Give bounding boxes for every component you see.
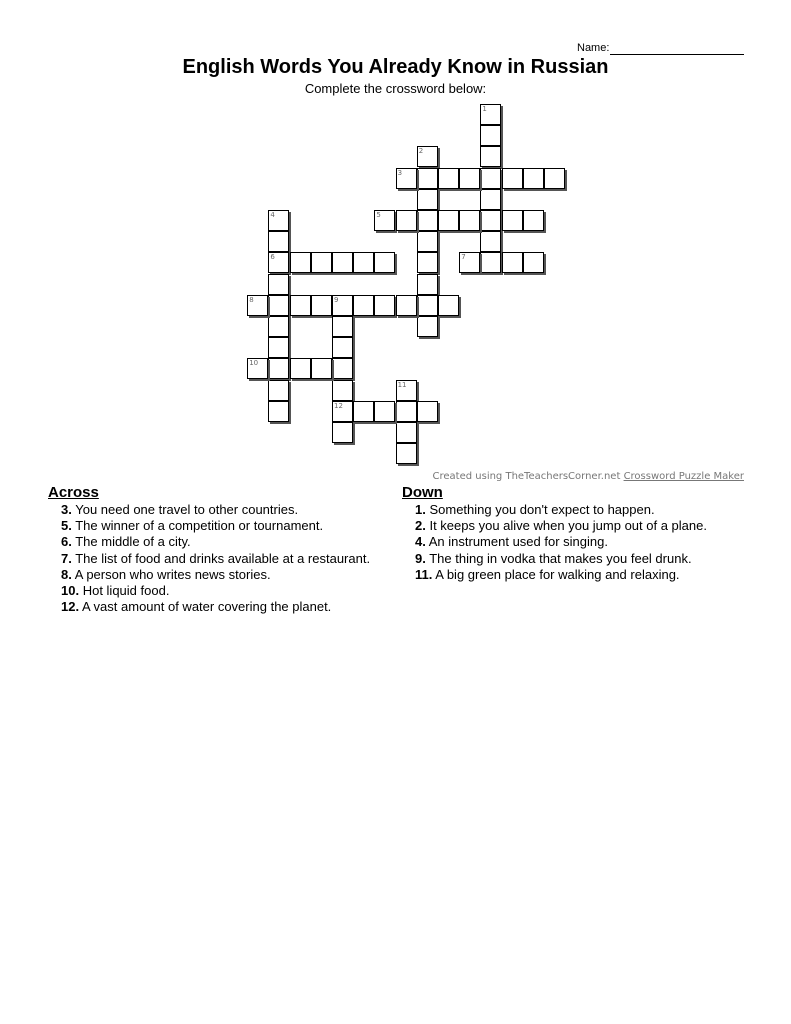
crossword-cell[interactable] xyxy=(374,210,395,231)
down-clues xyxy=(402,484,707,583)
clue-number: 11 xyxy=(397,380,407,389)
clue-number: 9 xyxy=(334,295,339,304)
crossword-cell[interactable] xyxy=(417,274,438,295)
down-heading: Down xyxy=(402,484,443,501)
crossword-cell[interactable] xyxy=(268,274,289,295)
crossword-cell[interactable] xyxy=(417,316,438,337)
crossword-cell[interactable] xyxy=(417,168,438,189)
crossword-cell[interactable] xyxy=(396,295,417,316)
crossword-cell[interactable] xyxy=(480,168,501,189)
clue-down-1: 1. Something you don't expect to happen. xyxy=(415,502,655,517)
crossword-cell[interactable] xyxy=(268,358,289,379)
crossword-cell[interactable] xyxy=(480,210,501,231)
crossword-cell[interactable] xyxy=(544,168,565,189)
clue-across-3: 3. You need one travel to other countries. xyxy=(61,502,299,517)
crossword-cell[interactable] xyxy=(396,443,417,464)
clue-down-11: 11. A big green place for walking and relaxing. xyxy=(415,566,680,582)
clue-down-4: 4. An instrument used for singing. xyxy=(415,534,608,550)
crossword-cell[interactable] xyxy=(353,252,374,273)
crossword-cell[interactable] xyxy=(502,168,523,189)
crossword-cell[interactable] xyxy=(290,295,311,316)
crossword-cell[interactable] xyxy=(523,252,544,273)
crossword-cell[interactable] xyxy=(247,358,268,379)
crossword-cell[interactable] xyxy=(396,168,417,189)
crossword-cell[interactable] xyxy=(374,295,395,316)
crossword-cell[interactable] xyxy=(523,168,544,189)
crossword-cell[interactable] xyxy=(268,337,289,358)
crossword-cell[interactable] xyxy=(417,146,438,167)
credit-text: Created using TheTeachersCorner.net xyxy=(432,471,621,482)
crossword-cell[interactable] xyxy=(311,358,332,379)
clue-across-8: 8. A person who writes news stories. xyxy=(61,566,271,582)
credit-link[interactable]: Crossword Puzzle Maker xyxy=(623,471,744,482)
crossword-cell[interactable] xyxy=(417,252,438,273)
clue-across-5: 5. The winner of a competition or tournament. xyxy=(61,518,324,534)
crossword-cell[interactable] xyxy=(374,401,395,422)
crossword-cell[interactable] xyxy=(311,295,332,316)
crossword-cell[interactable] xyxy=(332,337,353,358)
crossword-cell[interactable] xyxy=(332,252,353,273)
name-label: Name: xyxy=(577,42,610,54)
crossword-cell[interactable] xyxy=(268,252,289,273)
crossword-cell[interactable] xyxy=(396,422,417,443)
crossword-cell[interactable] xyxy=(417,189,438,210)
crossword-cell[interactable] xyxy=(459,252,480,273)
crossword-cell[interactable] xyxy=(480,125,501,146)
clue-number: 6 xyxy=(270,253,275,262)
crossword-cell[interactable] xyxy=(311,252,332,273)
crossword-cell[interactable] xyxy=(396,210,417,231)
crossword-cell[interactable] xyxy=(438,168,459,189)
crossword-cell[interactable] xyxy=(353,295,374,316)
across-heading: Across xyxy=(48,484,99,501)
crossword-cell[interactable] xyxy=(417,210,438,231)
clue-number: 5 xyxy=(376,211,381,219)
crossword-cell[interactable] xyxy=(247,295,268,316)
clue-number: 2 xyxy=(418,147,424,156)
page-title: English Words You Already Know in Russian xyxy=(182,56,609,78)
crossword-cell[interactable] xyxy=(480,231,501,252)
across-clues xyxy=(48,484,370,615)
crossword-cell[interactable] xyxy=(268,210,289,231)
clue-number: 12 xyxy=(334,401,343,410)
crossword-cell[interactable] xyxy=(438,210,459,231)
crossword-cell[interactable] xyxy=(332,295,353,316)
crossword-cell[interactable] xyxy=(332,380,353,401)
crossword-cell[interactable] xyxy=(290,358,311,379)
crossword-cell[interactable] xyxy=(417,231,438,252)
crossword-cell[interactable] xyxy=(480,104,501,125)
clue-across-12: 12. A vast amount of water covering the planet. xyxy=(61,599,332,615)
clue-number: 3 xyxy=(397,168,403,177)
clue-across-6: 6. The middle of a city. xyxy=(61,534,191,550)
crossword-cell[interactable] xyxy=(332,358,353,379)
crossword-cell[interactable] xyxy=(417,295,438,316)
clue-number: 10 xyxy=(249,359,259,368)
crossword-cell[interactable] xyxy=(502,252,523,273)
crossword-cell[interactable] xyxy=(332,316,353,337)
credit-line xyxy=(433,471,744,482)
clue-down-2: 2. It keeps you alive when you jump out of a plane. xyxy=(415,518,707,534)
crossword-cell[interactable] xyxy=(268,231,289,252)
clue-down-9: 9. The thing in vodka that makes you feel drunk. xyxy=(415,550,692,566)
clue-number: 1 xyxy=(482,105,487,113)
crossword-cell[interactable] xyxy=(374,252,395,273)
clue-number: 4 xyxy=(270,211,275,219)
page-subtitle: Complete the crossword below: xyxy=(304,81,487,96)
crossword-cell[interactable] xyxy=(438,295,459,316)
crossword-cell[interactable] xyxy=(459,168,480,189)
crossword-grid xyxy=(0,0,791,480)
crossword-cell[interactable] xyxy=(268,295,289,316)
crossword-cell[interactable] xyxy=(396,380,417,401)
crossword-cell[interactable] xyxy=(332,401,353,422)
crossword-cell[interactable] xyxy=(480,146,501,167)
crossword-cell[interactable] xyxy=(523,210,544,231)
clue-number: 8 xyxy=(249,295,254,304)
crossword-cell[interactable] xyxy=(332,422,353,443)
crossword-cell[interactable] xyxy=(268,380,289,401)
crossword-cell[interactable] xyxy=(480,189,501,210)
crossword-cell[interactable] xyxy=(268,316,289,337)
crossword-cell[interactable] xyxy=(268,401,289,422)
crossword-cell[interactable] xyxy=(502,210,523,231)
crossword-cell[interactable] xyxy=(480,252,501,273)
crossword-cell[interactable] xyxy=(459,210,480,231)
clue-number: 7 xyxy=(461,253,466,262)
crossword-cell[interactable] xyxy=(290,252,311,273)
clue-across-10: 10. Hot liquid food. xyxy=(61,583,170,599)
crossword-cell[interactable] xyxy=(417,401,438,422)
crossword-cell[interactable] xyxy=(396,401,417,422)
crossword-cell[interactable] xyxy=(353,401,374,422)
clue-across-7: 7. The list of food and drinks available at a restaurant. xyxy=(61,550,371,566)
